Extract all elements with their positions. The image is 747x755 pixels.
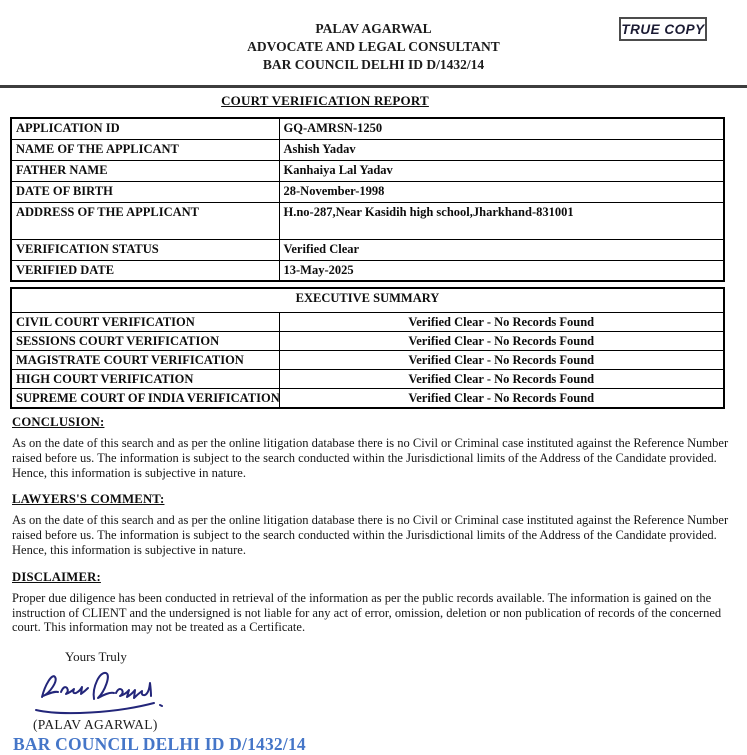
true-copy-stamp-label: TRUE COPY xyxy=(621,21,705,37)
field-label: FATHER NAME xyxy=(11,160,279,181)
footer-bar-council-id: BAR COUNCIL DELHI ID D/1432/14 xyxy=(13,734,306,755)
executive-summary-table xyxy=(10,287,725,409)
handwritten-signature-image xyxy=(28,665,188,717)
lawyers-comment-heading: LAWYERS'S COMMENT: xyxy=(12,492,165,507)
field-label: VERIFIED DATE xyxy=(11,260,279,281)
court-result: Verified Clear - No Records Found xyxy=(279,370,724,389)
lawyers-comment-text: As on the date of this search and as per the online litigation database there is no Civil or Criminal case instituted against the Reference Number raised before us. The information is subject to the search conducted within the Jurisdictional limits of the Address of the Candidate provided. Hence, this information is subjective in nature. xyxy=(12,513,729,557)
conclusion-text: As on the date of this search and as per the online litigation database there is no Civil or Criminal case instituted against the Reference Number raised before us. The information is subject to the search conducted within the Jurisdictional limits of the Address of the Candidate provided. Hence, this information is subjective in nature. xyxy=(12,436,729,480)
table-header-row xyxy=(11,288,724,313)
court-result: Verified Clear - No Records Found xyxy=(279,389,724,409)
court-result: Verified Clear - No Records Found xyxy=(279,351,724,370)
table-row xyxy=(11,370,724,389)
table-row xyxy=(11,118,724,139)
conclusion-heading: CONCLUSION: xyxy=(12,415,105,429)
table-row xyxy=(11,239,724,260)
field-value: Kanhaiya Lal Yadav xyxy=(279,160,724,181)
field-value: Ashish Yadav xyxy=(279,139,724,160)
table-row xyxy=(11,313,724,332)
field-value: 28-November-1998 xyxy=(279,181,724,202)
lawyers-comment-section xyxy=(12,492,733,557)
field-value: GQ-AMRSN-1250 xyxy=(279,118,724,139)
field-value: Verified Clear xyxy=(279,239,724,260)
table-row xyxy=(11,389,724,409)
header-divider xyxy=(0,85,747,88)
letterhead-bar-council-id: BAR COUNCIL DELHI ID D/1432/14 xyxy=(262,57,485,72)
disclaimer-section xyxy=(12,570,733,635)
true-copy-stamp xyxy=(619,17,707,41)
field-label: VERIFICATION STATUS xyxy=(11,239,279,260)
disclaimer-heading: DISCLAIMER: xyxy=(12,569,101,584)
table-row xyxy=(11,181,724,202)
court-label: SUPREME COURT OF INDIA VERIFICATION xyxy=(11,389,279,409)
disclaimer-text: Proper due diligence has been conducted in retrieval of the information as per the public records available. The information is gained on the instruction of CLIENT and the undersigned is not liable for any act of error, omission, deletion or non publication of records of the concerned court. This information may not be treated as a Certificate. xyxy=(12,590,722,635)
signatory-name: (PALAV AGARWAL) xyxy=(33,717,158,733)
field-value: 13-May-2025 xyxy=(279,260,724,281)
field-value: H.no-287,Near Kasidih high school,Jharkhand-831001 xyxy=(279,202,724,239)
court-result: Verified Clear - No Records Found xyxy=(279,332,724,351)
court-label: HIGH COURT VERIFICATION xyxy=(11,370,279,389)
executive-summary-title: EXECUTIVE SUMMARY xyxy=(11,288,724,313)
table-row xyxy=(11,332,724,351)
table-row xyxy=(11,139,724,160)
table-row xyxy=(11,160,724,181)
table-row xyxy=(11,202,724,239)
field-label: NAME OF THE APPLICANT xyxy=(11,139,279,160)
court-label: CIVIL COURT VERIFICATION xyxy=(11,313,279,332)
applicant-details-table xyxy=(10,117,725,282)
court-label: SESSIONS COURT VERIFICATION xyxy=(11,332,279,351)
table-row xyxy=(11,351,724,370)
conclusion-section xyxy=(12,415,733,480)
field-label: ADDRESS OF THE APPLICANT xyxy=(11,202,279,239)
field-label: APPLICATION ID xyxy=(11,118,279,139)
closing-salutation: Yours Truly xyxy=(65,649,127,665)
court-result: Verified Clear - No Records Found xyxy=(279,313,724,332)
letterhead-advocate-title: ADVOCATE AND LEGAL CONSULTANT xyxy=(247,39,500,54)
field-label: DATE OF BIRTH xyxy=(11,181,279,202)
report-title: COURT VERIFICATION REPORT xyxy=(221,93,429,108)
table-row xyxy=(11,260,724,281)
report-text-sections xyxy=(12,415,733,635)
letterhead-advocate-name: PALAV AGARWAL xyxy=(315,21,432,36)
court-label: MAGISTRATE COURT VERIFICATION xyxy=(11,351,279,370)
